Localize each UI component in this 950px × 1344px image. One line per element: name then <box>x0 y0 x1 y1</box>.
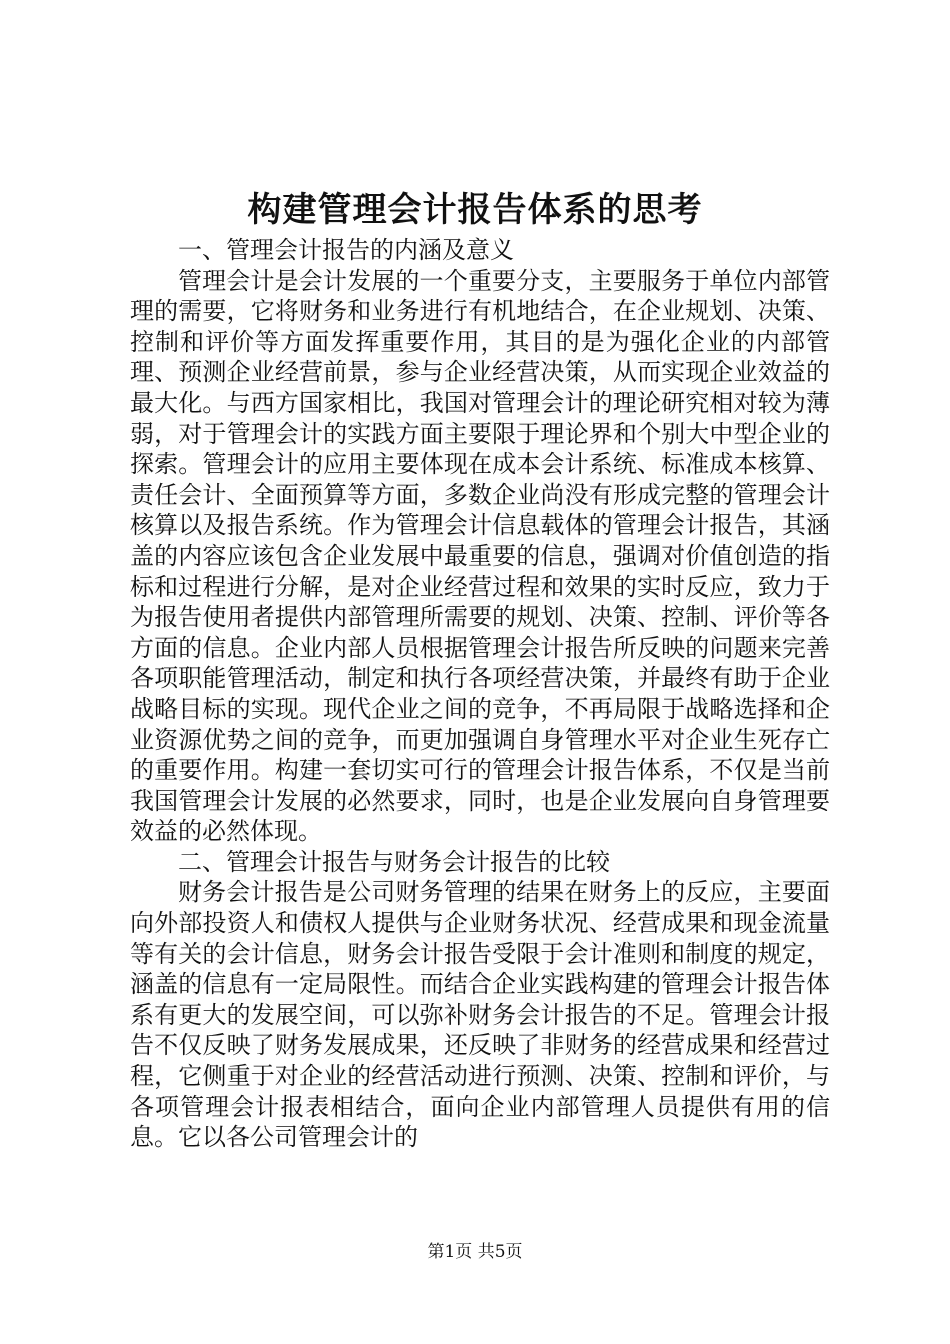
document-title: 构建管理会计报告体系的思考 <box>247 190 703 230</box>
section-heading-1: 一、管理会计报告的内涵及意义 <box>178 236 514 264</box>
document-body <box>130 235 830 1153</box>
page-footer: 第1页 共5页 <box>427 1242 523 1262</box>
body-paragraph-2: 财务会计报告是公司财务管理的结果在财务上的反应，主要面向外部投资人和债权人提供与企业财务状况、经营成果和现金流量等有关的会计信息，财务会计报告受限于会计准则和制度的规定，涵盖的信息有一定局限性。而结合企业实践构建的管理会计报告体系有更大的发展空间，可以弥补财务会计报告的不足。管理会计报告不仅反映了财务发展成果，还反映了非财务的经营成果和经营过程，它侧重于对企业的经营活动进行预测、决策、控制和评价，与各项管理会计报表相结合，面向企业内部管理人员提供有用的信息。它以各公司管理会计的 <box>130 878 830 1152</box>
section-heading-2: 二、管理会计报告与财务会计报告的比较 <box>178 847 610 876</box>
body-paragraph-1: 管理会计是会计发展的一个重要分支，主要服务于单位内部管理的需要，它将财务和业务进行有机地结合，在企业规划、决策、控制和评价等方面发挥重要作用，其目的是为强化企业的内部管理、预测企业经营前景，参与企业经营决策，从而实现企业效益的最大化。与西方国家相比，我国对管理会计的理论研究相对较为薄弱，对于管理会计的实践方面主要限于理论界和个别大中型企业的探索。管理会计的应用主要体现在成本会计系统、标准成本核算、责任会计、全面预算等方面，多数企业尚没有形成完整的管理会计核算以及报告系统。作为管理会计信息载体的管理会计报告，其涵盖的内容应该包含企业发展中最重要的信息，强调对价值创造的指标和过程进行分解，是对企业经营过程和效果的实时反应，致力于为报告使用者提供内部管理所需要的规划、决策、控制、评价等各方面的信息。企业内部人员根据管理会计报告所反映的问题来完善各项职能管理活动，制定和执行各项经营决策，并最终有助于企业战略目标的实现。现代企业之间的竞争，不再局限于战略选择和企业资源优势之间的竞争，而更加强调自身管理水平对企业生死存亡的重要作用。构建一套切实可行的管理会计报告体系，不仅是当前我国管理会计发展的必然要求，同时，也是企业发展向自身管理要效益的必然体现。 <box>130 266 830 846</box>
